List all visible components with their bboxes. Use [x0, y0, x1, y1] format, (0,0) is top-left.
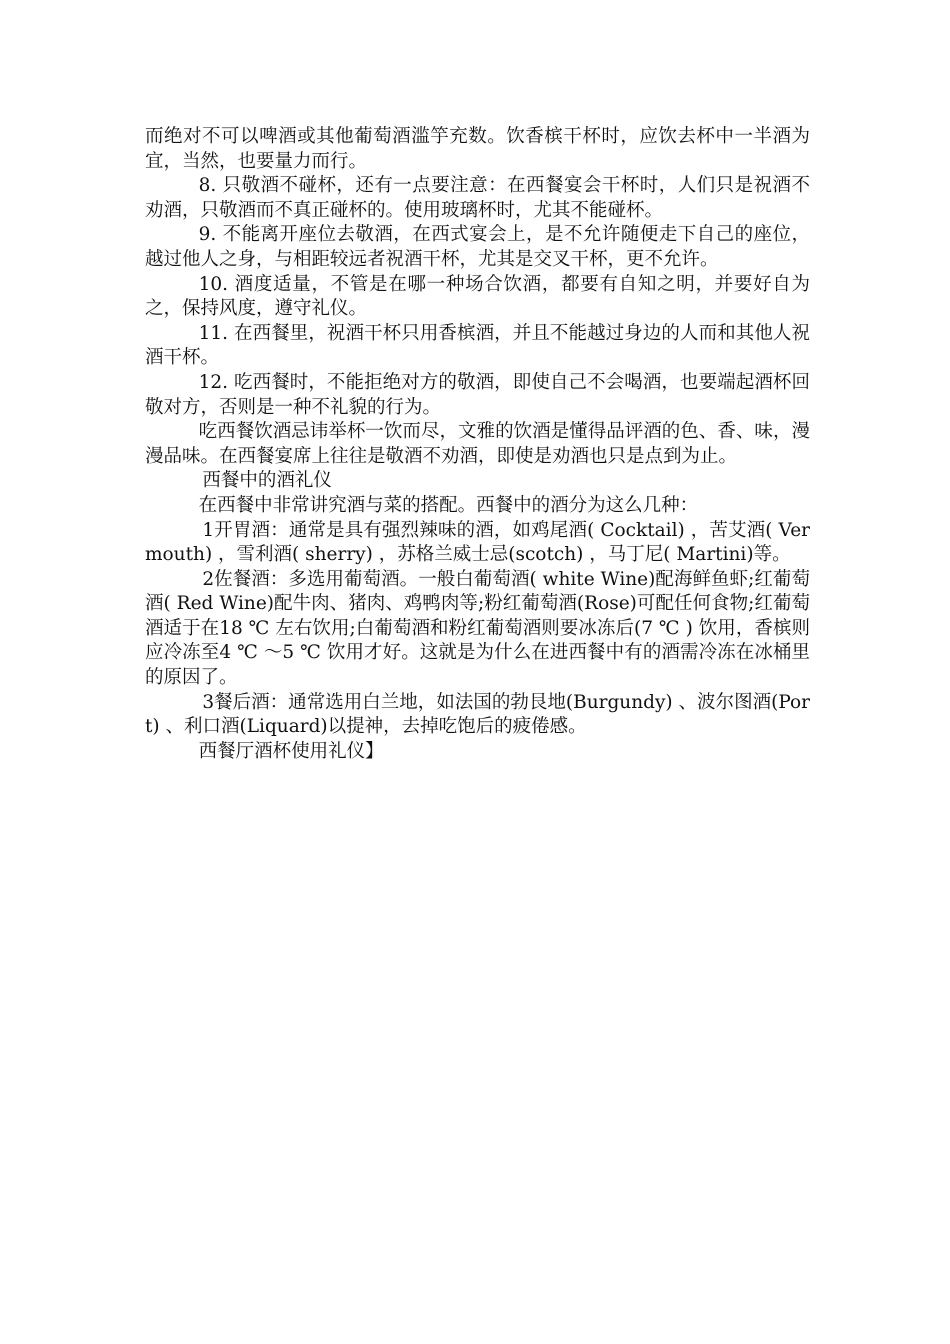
- paragraph-table-wine: 2佐餐酒：多选用葡萄酒。一般白葡萄酒( white Wine)配海鲜鱼虾;红葡萄酒( Red Wine)配牛肉、猪肉、鸡鸭肉等;粉红葡萄酒(Rose)可配任何食物;红葡萄酒适于在18 ℃ 左右饮用;白葡萄酒和粉红葡萄酒则要冰冻后(7 ℃ ) 饮用，香槟则应冷冻至4 ℃ ～5 ℃ 饮用才好。这就是为什么在进西餐中有的酒需冷冻在冰桶里的原因了。: [145, 568, 810, 689]
- paragraph-aperitif: 1开胃酒：通常是具有强烈辣味的酒，如鸡尾酒( Cocktail) ，苦艾酒( Vermouth) ，雪利酒( sherry) ，苏格兰威士忌(scotch) ，马丁尼( Martini)等。: [145, 519, 810, 566]
- paragraph-rule-12: 12. 吃西餐时，不能拒绝对方的敬酒，即使自己不会喝酒，也要端起酒杯回敬对方，否则是一种不礼貌的行为。: [145, 371, 810, 418]
- paragraph-wine-intro: 在西餐中非常讲究酒与菜的搭配。西餐中的酒分为这么几种：: [198, 494, 699, 516]
- section-heading-wine-etiquette: 西餐中的酒礼仪: [202, 470, 332, 492]
- section-heading-glass-etiquette: 西餐厅酒杯使用礼仪】: [198, 740, 384, 762]
- paragraph-rule-10: 10. 酒度适量，不管是在哪一种场合饮酒，都要有自知之明，并要好自为之，保持风度，遵守礼仪。: [145, 273, 810, 320]
- paragraph-rule-9: 9. 不能离开座位去敬酒，在西式宴会上，是不允许随便走下自己的座位，越过他人之身，与相距较远者祝酒干杯，尤其是交叉干杯，更不允许。: [145, 224, 810, 270]
- paragraph-rule-8: 8. 只敬酒不碰杯，还有一点要注意：在西餐宴会干杯时，人们只是祝酒不劝酒，只敬酒而不真正碰杯的。使用玻璃杯时，尤其不能碰杯。: [145, 175, 810, 221]
- document-body: [145, 125, 810, 764]
- paragraph-digestif: 3餐后酒：通常选用白兰地，如法国的勃艮地(Burgundy) 、波尔图酒(Port) 、利口酒(Liquard)以提神，去掉吃饱后的疲倦感。: [145, 691, 810, 738]
- paragraph-summary: 吃西餐饮酒忌讳举杯一饮而尽，文雅的饮酒是懂得品评酒的色、香、味，漫漫品味。在西餐宴席上往往是敬酒不劝酒，即使是劝酒也只是点到为止。: [145, 421, 810, 467]
- paragraph-rule-11: 11. 在西餐里，祝酒干杯只用香槟酒，并且不能越过身边的人而和其他人祝酒干杯。: [145, 322, 810, 369]
- paragraph-continuation: 而绝对不可以啤酒或其他葡萄酒滥竽充数。饮香槟干杯时，应饮去杯中一半酒为宜，当然，也要量力而行。: [145, 126, 810, 172]
